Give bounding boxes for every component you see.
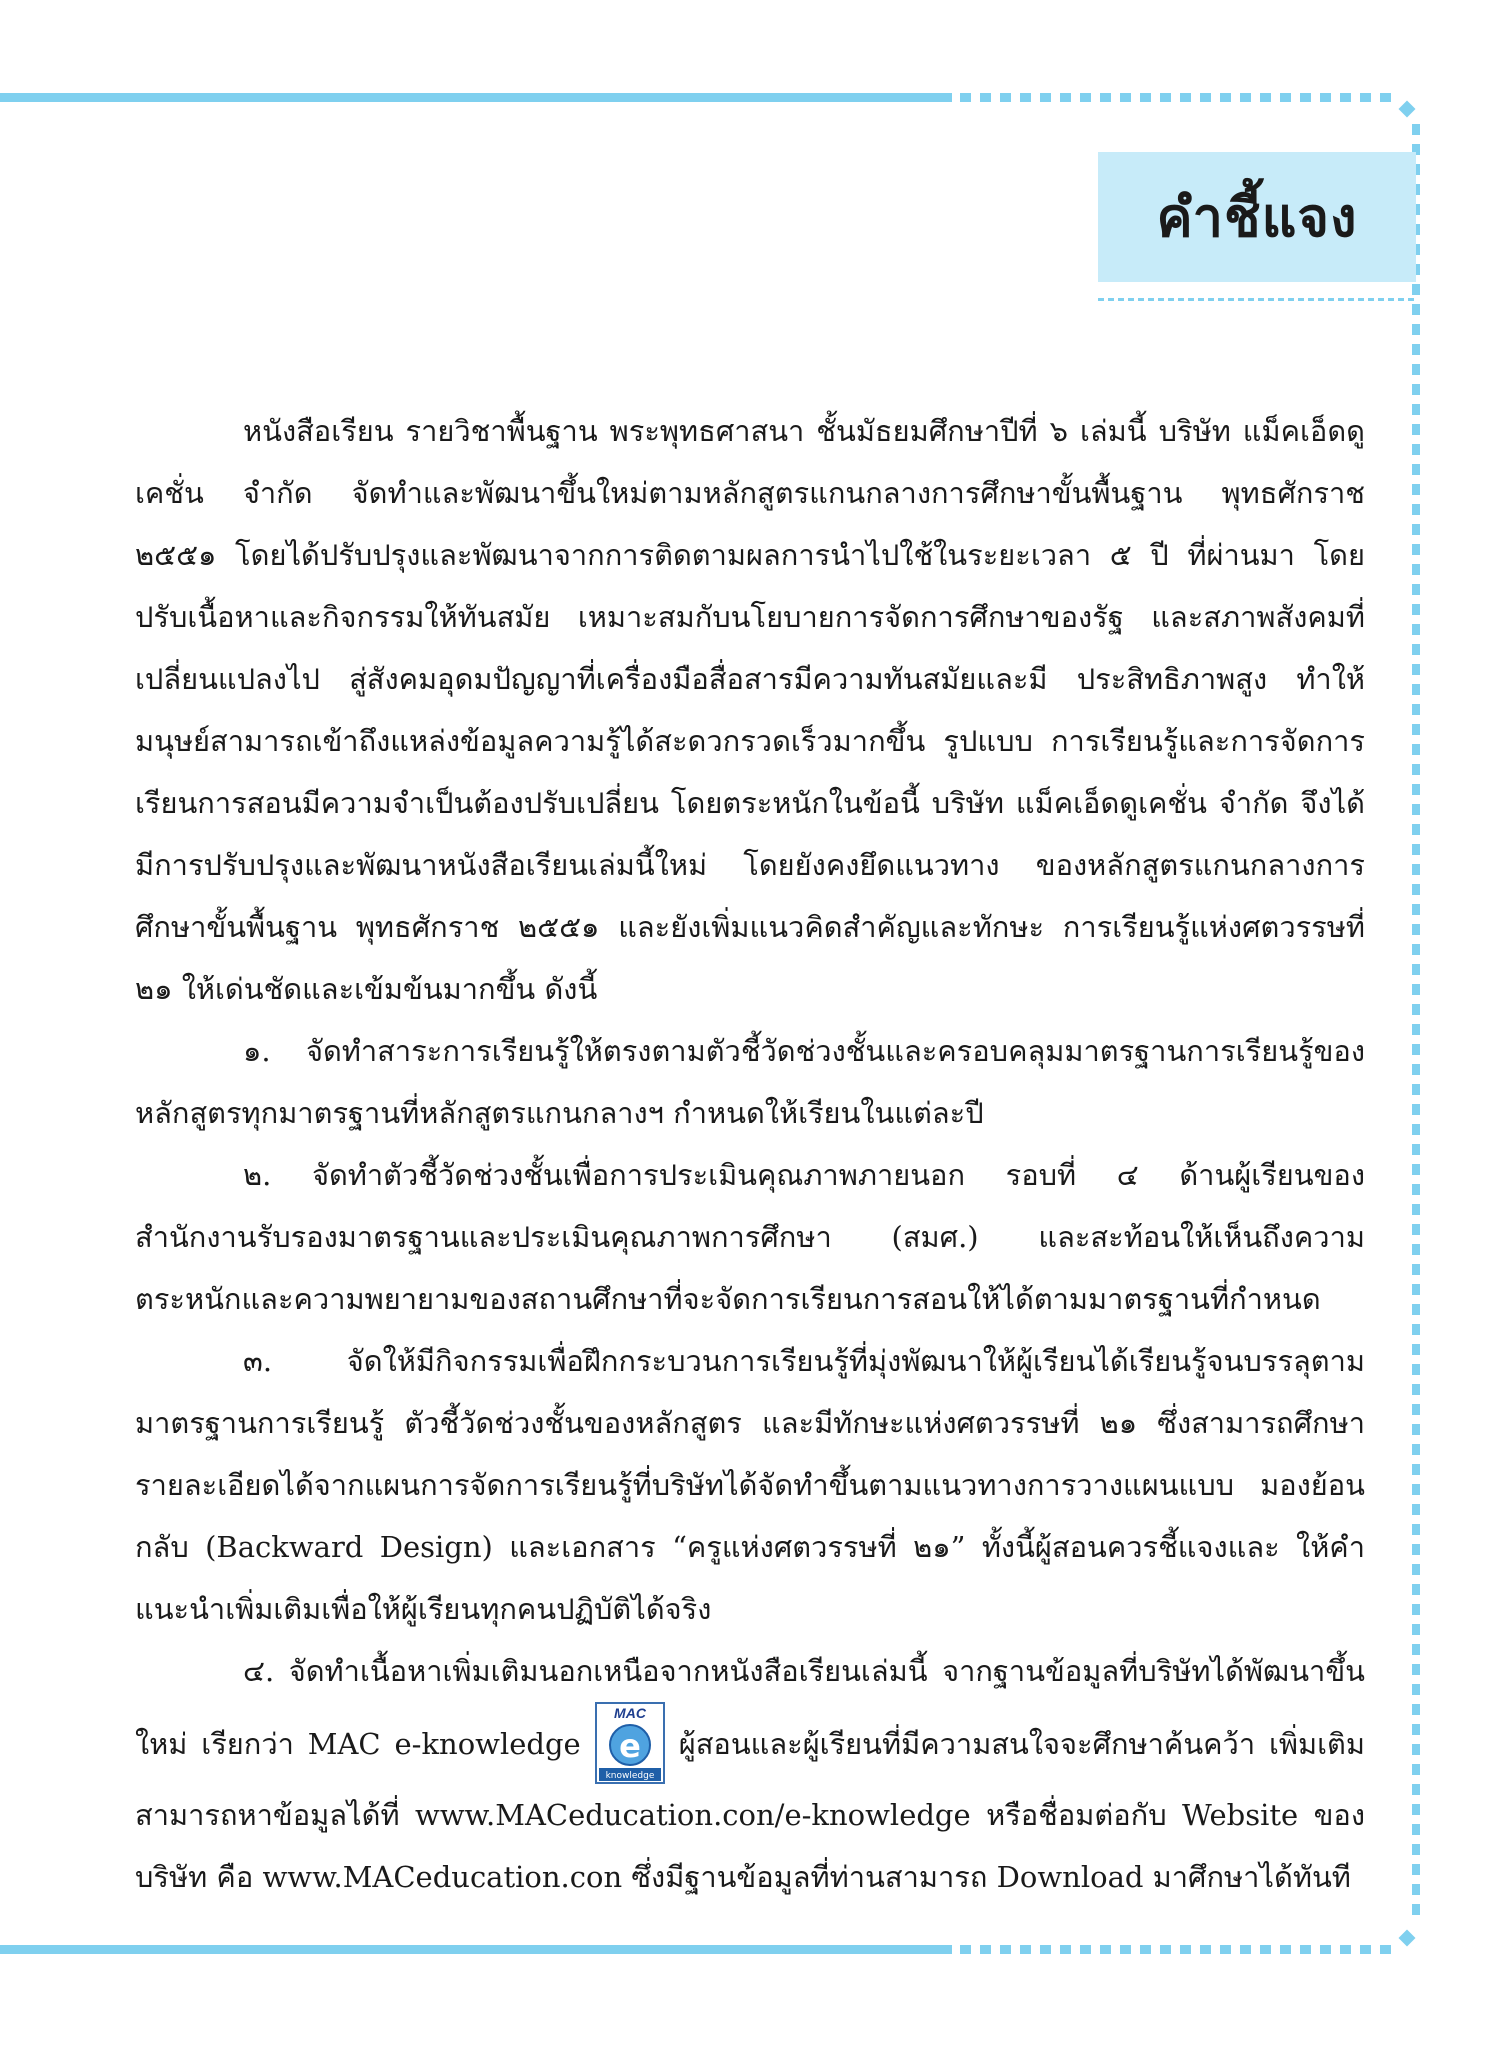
page-title: คำชี้แจง (1156, 186, 1358, 249)
bottom-border-dots (960, 1945, 1400, 1954)
item-4-paragraph (135, 1640, 1365, 1908)
right-border-dots (1412, 124, 1420, 1924)
intro-paragraph: หนังสือเรียน รายวิชาพื้นฐาน พระพุทธศาสนา ชั้นมัธยมศึกษาปีที่ ๖ เล่มนี้ บริษัท แม็คเอ็ดดูเคชั่น จำกัด จัดทำและพัฒนาขึ้นใหม่ตามหลักสูตรแกนกลางการศึกษาขั้นพื้นฐาน พุทธศักราช ๒๕๕๑ โดยได้ปรับปรุงและพัฒนาจากการติดตามผลการนำไปใช้ในระยะเวลา ๕ ปี ที่ผ่านมา โดยปรับเนื้อหาและกิจกรรมให้ทันสมัย เหมาะสมกับนโยบายการจัดการศึกษาของรัฐ และสภาพสังคมที่เปลี่ยนแปลงไป สู่สังคมอุดมปัญญาที่เครื่องมือสื่อสารมีความทันสมัยและมี ประสิทธิภาพสูง ทำให้มนุษย์สามารถเข้าถึงแหล่งข้อมูลความรู้ได้สะดวกรวดเร็วมากขึ้น รูปแบบ การเรียนรู้และการจัดการเรียนการสอนมีความจำเป็นต้องปรับเปลี่ยน โดยตระหนักในข้อนี้ บริษัท แม็คเอ็ดดูเคชั่น จำกัด จึงได้มีการปรับปรุงและพัฒนาหนังสือเรียนเล่มนี้ใหม่ โดยยังคงยึดแนวทาง ของหลักสูตรแกนกลางการศึกษาขั้นพื้นฐาน พุทธศักราช ๒๕๕๑ และยังเพิ่มแนวคิดสำคัญและทักษะ การเรียนรู้แห่งศตวรรษที่ ๒๑ ให้เด่นชัดและเข้มข้นมากขึ้น ดังนี้ (135, 414, 1365, 1006)
svg-text:e: e (618, 1727, 641, 1765)
svg-text:knowledge: knowledge (605, 1771, 655, 1781)
body-content (135, 400, 1365, 1908)
item-4-text-after: ผู้สอนและผู้เรียนที่มีความสนใจจะศึกษาค้นคว้า เพิ่มเติม สามารถหาข้อมูลได้ที่ www.MACeducation.con/e-knowledge หรือชื่อมต่อกับ Website ของบริษัท คือ www.MACeducation.con ซึ่งมีฐานข้อมูลที่ท่านสามารถ Download มาศึกษาได้ทันที (135, 1727, 1365, 1894)
mac-e-knowledge-logo (595, 1702, 665, 1784)
title-box (1098, 152, 1416, 282)
item-4-text-before: ๔. จัดทำเนื้อหาเพิ่มเติมนอกเหนือจากหนังสือเรียนเล่มนี้ จากฐานข้อมูลที่บริษัทได้พัฒนาขึ้น ใหม่ เรียกว่า MAC e-knowledge (135, 1654, 1365, 1761)
top-border-solid (0, 93, 952, 102)
svg-text:MAC: MAC (613, 1705, 646, 1721)
top-border-dots (960, 93, 1400, 102)
item-2-paragraph: ๒. จัดทำตัวชี้วัดช่วงชั้นเพื่อการประเมินคุณภาพภายนอก รอบที่ ๔ ด้านผู้เรียนของ สำนักงานรับรองมาตรฐานและประเมินคุณภาพการศึกษา (สมศ.) และสะท้อนให้เห็นถึงความ ตระหนักและความพยายามของสถานศึกษาที่จะจัดการเรียนการสอนให้ได้ตามมาตรฐานที่กำหนด (135, 1158, 1365, 1316)
item-3-paragraph: ๓. จัดให้มีกิจกรรมเพื่อฝึกกระบวนการเรียนรู้ที่มุ่งพัฒนาให้ผู้เรียนได้เรียนรู้จนบรรลุตาม มาตรฐานการเรียนรู้ ตัวชี้วัดช่วงชั้นของหลักสูตร และมีทักษะแห่งศตวรรษที่ ๒๑ ซึ่งสามารถศึกษา รายละเอียดได้จากแผนการจัดการเรียนรู้ที่บริษัทได้จัดทำขึ้นตามแนวทางการวางแผนแบบ มองย้อนกลับ (Backward Design) และเอกสาร “ครูแห่งศตวรรษที่ ๒๑” ทั้งนี้ผู้สอนควรชี้แจงและ ให้คำแนะนำเพิ่มเติมเพื่อให้ผู้เรียนทุกคนปฏิบัติได้จริง (135, 1344, 1365, 1626)
top-corner-diamond (1399, 101, 1416, 118)
title-underline (1098, 298, 1416, 301)
bottom-border-solid (0, 1945, 952, 1954)
item-1-paragraph: ๑. จัดทำสาระการเรียนรู้ให้ตรงตามตัวชี้วัดช่วงชั้นและครอบคลุมมาตรฐานการเรียนรู้ของ หลักสูตรทุกมาตรฐานที่หลักสูตรแกนกลางฯ กำหนดให้เรียนในแต่ละปี (135, 1034, 1365, 1130)
bottom-corner-diamond (1399, 1930, 1416, 1947)
